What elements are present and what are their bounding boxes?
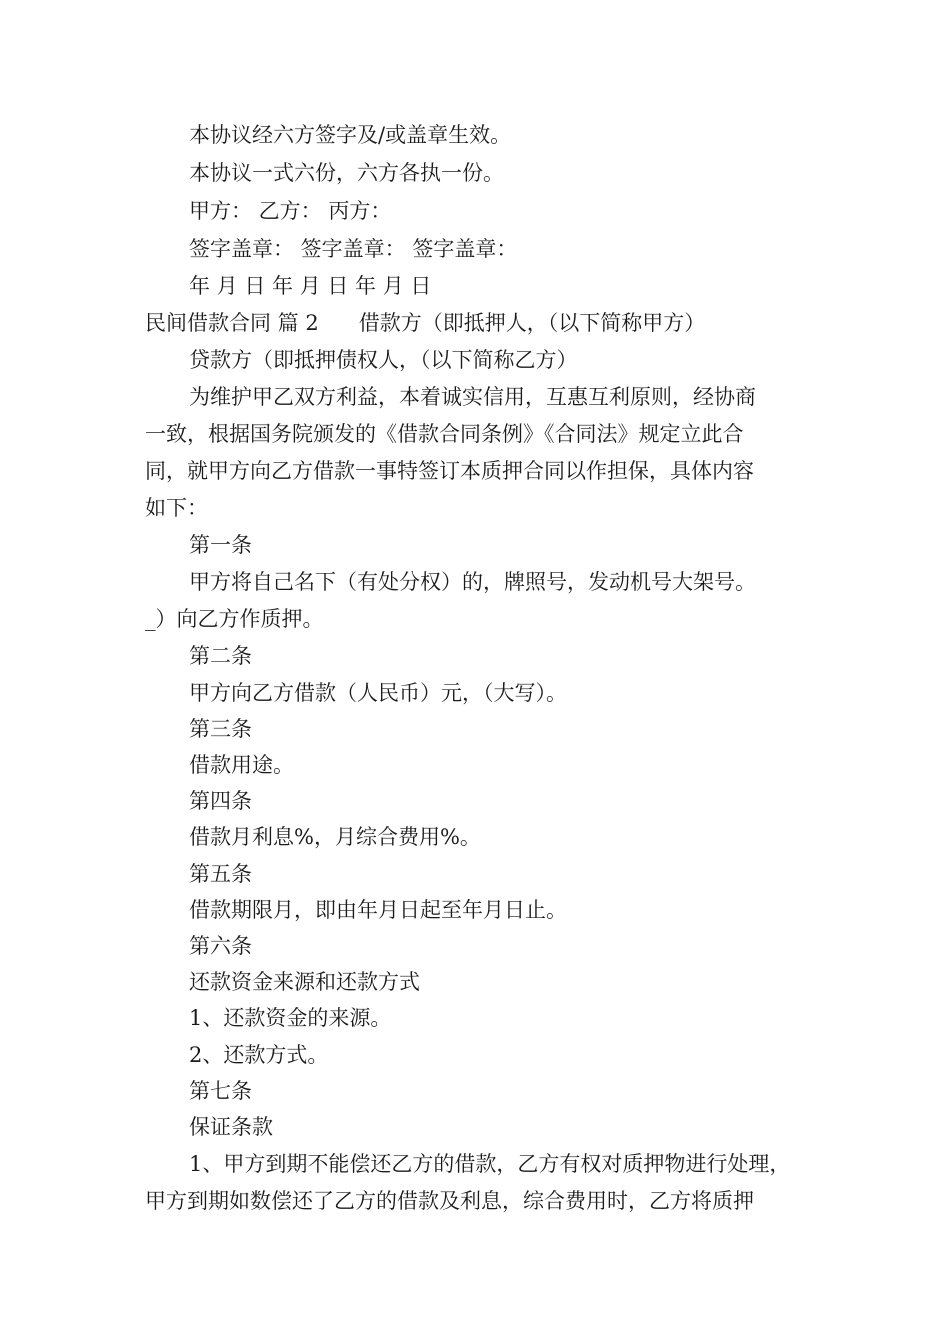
article-body: 1、还款资金的来源。 — [189, 1006, 392, 1030]
paragraph-line: 同，就甲方向乙方借款一事特签订本质押合同以作担保，具体内容 — [145, 459, 754, 483]
article-body: 借款月利息%，月综合费用%。 — [189, 825, 481, 849]
parties-line: 甲方： 乙方： 丙方： — [189, 199, 392, 223]
article-heading: 第四条 — [189, 789, 252, 813]
date-line: 年 月 日 年 月 日 年 月 日 — [189, 274, 432, 298]
effect-clause: 本协议经六方签字及/或盖章生效。 — [189, 123, 512, 147]
article-body: 借款期限月，即由年月日起至年月日止。 — [189, 898, 567, 922]
article-body: 甲方到期如数偿还了乙方的借款及利息，综合费用时，乙方将质押 — [145, 1189, 754, 1213]
article-body: 甲方将自己名下（有处分权）的，牌照号，发动机号大架号。 — [189, 570, 756, 594]
contract-title-line — [145, 309, 815, 337]
signature-line: 签字盖章： 签字盖章： 签字盖章： — [189, 237, 518, 261]
article-body: 还款资金来源和还款方式 — [189, 970, 420, 994]
article-heading: 第七条 — [189, 1079, 252, 1103]
article-body: 甲方向乙方借款（人民币）元，（大写）。 — [189, 681, 567, 705]
article-body: 1、甲方到期不能偿还乙方的借款，乙方有权对质押物进行处理， — [189, 1152, 791, 1176]
article-heading: 第三条 — [189, 717, 252, 741]
paragraph-line: 一致，根据国务院颁发的《借款合同条例》《合同法》规定立此合 — [145, 422, 744, 446]
article-body: 2、还款方式。 — [189, 1043, 329, 1067]
paragraph-line: 如下： — [145, 496, 208, 520]
contract-title: 民间借款合同 篇 2 — [145, 311, 319, 335]
copies-clause: 本协议一式六份，六方各执一份。 — [189, 161, 504, 185]
borrower-line: 借款方（即抵押人，（以下简称甲方） — [358, 311, 706, 335]
lender-line: 贷款方（即抵押债权人，（以下简称乙方） — [189, 348, 578, 372]
article-heading: 第六条 — [189, 934, 252, 958]
article-body: 借款用途。 — [189, 753, 294, 777]
article-body: 保证条款 — [189, 1115, 273, 1139]
paragraph-line: 为维护甲乙双方利益，本着诚实信用，互惠互利原则，经协商 — [189, 385, 756, 409]
article-heading: 第五条 — [189, 862, 252, 886]
article-heading: 第一条 — [189, 533, 252, 557]
article-body: _）向乙方作质押。 — [145, 607, 324, 631]
article-heading: 第二条 — [189, 644, 252, 668]
